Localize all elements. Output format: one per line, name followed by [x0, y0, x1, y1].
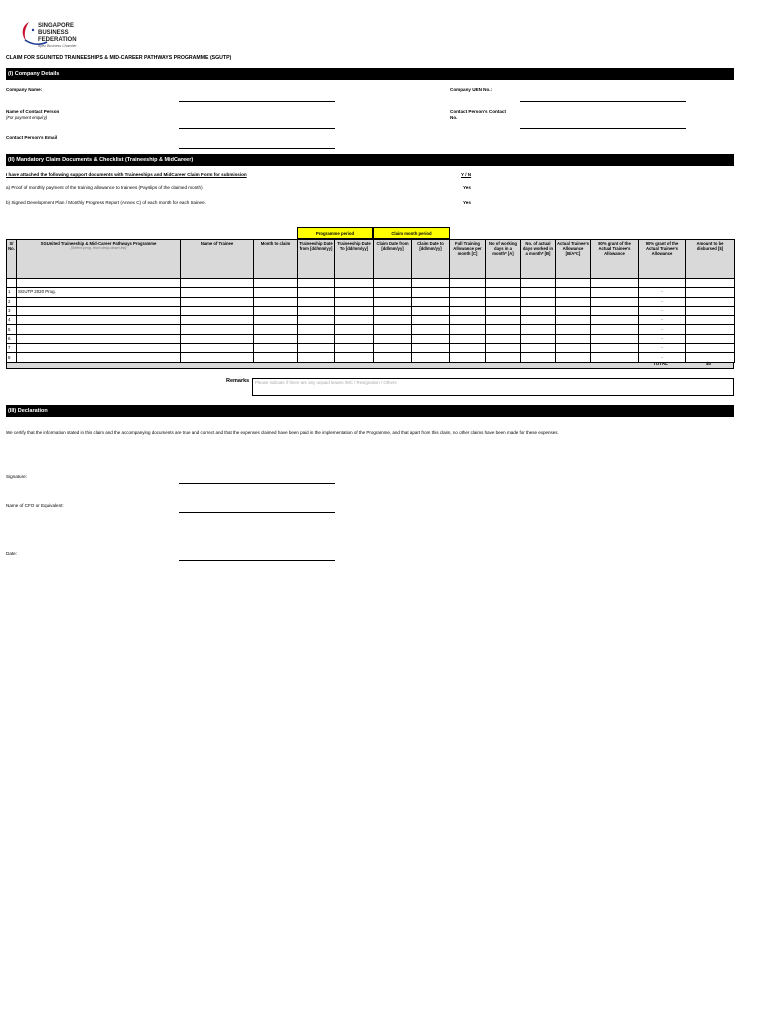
table-row [7, 325, 735, 334]
company-uen-label: Company UEN No.: [450, 87, 493, 92]
cell[interactable] [486, 325, 521, 334]
contact-person-field[interactable] [179, 128, 335, 129]
month-cell[interactable] [254, 325, 298, 334]
cell[interactable] [374, 344, 412, 353]
cell[interactable] [374, 325, 412, 334]
company-uen-field[interactable] [520, 101, 686, 102]
cell[interactable] [486, 344, 521, 353]
col-header-grant-90: 90% grant of the Actual Trainee's Allowance [639, 240, 686, 279]
trainee-name-cell[interactable] [181, 344, 254, 353]
cell[interactable] [521, 353, 556, 362]
programme-select[interactable] [17, 297, 181, 306]
date-field[interactable] [179, 560, 335, 561]
cell[interactable] [298, 316, 335, 325]
cell [686, 288, 735, 297]
remarks-field[interactable]: Please indicate if there are any unpaid leaves /MC / Resignation / Others [252, 378, 734, 396]
cell[interactable] [486, 334, 521, 343]
cell[interactable] [450, 334, 486, 343]
section-company-details-heading: (I) Company Details [6, 68, 734, 80]
col-header-actual-days: No. of actual days worked in a month* [B] [521, 240, 556, 279]
grant-90-value: - [639, 288, 686, 297]
cell [556, 334, 591, 343]
contact-person-label: Name of Contact Person [6, 109, 60, 114]
cell[interactable] [450, 316, 486, 325]
cell[interactable] [521, 344, 556, 353]
checklist-statement: I have attached the following support documents with Traineeships and MidCareer Claim Form for submission [6, 172, 247, 177]
section-checklist-heading: (II) Mandatory Claim Documents & Checklist (Traineeship & MidCareer) [6, 154, 734, 166]
cell [591, 297, 639, 306]
claim-month-period-header: Claim month period [373, 227, 450, 239]
month-cell[interactable] [254, 297, 298, 306]
row-number: 2 [7, 297, 17, 306]
cell[interactable] [450, 325, 486, 334]
table-row [7, 334, 735, 343]
checklist-answer-a[interactable]: Yes [463, 185, 471, 190]
cell[interactable] [521, 297, 556, 306]
cell[interactable] [298, 297, 335, 306]
col-header-claim-from: Claim Date from [dd/mm/yy] [374, 240, 412, 279]
contact-no-label-2: No. [450, 115, 458, 120]
cell [686, 316, 735, 325]
table-row [7, 353, 735, 362]
cell[interactable] [298, 344, 335, 353]
month-cell[interactable] [254, 288, 298, 297]
cell[interactable] [335, 306, 374, 315]
programme-dropdown-hint: [Select prog. from drop-down list] [70, 246, 127, 250]
cell[interactable] [486, 316, 521, 325]
table-row [7, 306, 735, 315]
signature-field[interactable] [179, 483, 335, 484]
cell[interactable] [412, 297, 450, 306]
cell[interactable] [335, 334, 374, 343]
cell[interactable] [412, 344, 450, 353]
col-header-full-allowance: Full Training Allowance per month [C] [450, 240, 486, 279]
trainee-name-cell[interactable] [181, 306, 254, 315]
contact-no-label-1: Contact Person's Contact [450, 109, 506, 114]
yn-header: Y / N [461, 172, 472, 177]
col-header-amount: Amount to be disbursed [$] [686, 240, 735, 279]
row-number: 8 [7, 353, 17, 362]
company-name-field[interactable] [179, 101, 335, 102]
programme-select[interactable]: SGUTP 2020 Prog. [17, 288, 181, 297]
cell[interactable] [298, 288, 335, 297]
grant-90-value: - [639, 306, 686, 315]
cell [556, 316, 591, 325]
cell[interactable] [374, 334, 412, 343]
row-number: 1 [7, 288, 17, 297]
cfo-name-field[interactable] [179, 512, 335, 513]
programme-select[interactable] [17, 306, 181, 315]
cell[interactable] [521, 316, 556, 325]
grant-90-value: - [639, 344, 686, 353]
programme-select[interactable] [17, 344, 181, 353]
cell [556, 344, 591, 353]
cell[interactable] [412, 316, 450, 325]
cell[interactable] [298, 306, 335, 315]
programme-select[interactable] [17, 334, 181, 343]
trainee-name-cell[interactable] [181, 353, 254, 362]
table-row [7, 288, 735, 297]
cell[interactable] [521, 288, 556, 297]
col-header-actual-allowance: Actual Trainee's Allowance [B/A*C] [556, 240, 591, 279]
programme-select[interactable] [17, 325, 181, 334]
col-header-programme [17, 240, 181, 279]
grant-90-value: - [639, 334, 686, 343]
row-number: 7 [7, 344, 17, 353]
cell[interactable] [486, 288, 521, 297]
cell[interactable] [450, 353, 486, 362]
cell [591, 306, 639, 315]
cell[interactable] [298, 325, 335, 334]
date-label: Date: [6, 551, 17, 556]
cell[interactable] [412, 288, 450, 297]
row-number: 4 [7, 316, 17, 325]
logo-text [38, 23, 77, 44]
cell[interactable] [521, 325, 556, 334]
month-cell[interactable] [254, 306, 298, 315]
cell[interactable] [335, 344, 374, 353]
cell[interactable] [486, 297, 521, 306]
col-header-month: Month to claim [254, 240, 298, 279]
contact-email-field[interactable] [179, 148, 335, 149]
cell[interactable] [486, 306, 521, 315]
cell [686, 344, 735, 353]
cfo-name-label: Name of CFO or Equivalent: [6, 503, 64, 508]
col-header-programme-label: SGUnited Traineeship & Mid-Career Pathways Programme [40, 241, 157, 246]
section-declaration-heading: (III) Declaration [6, 405, 734, 417]
grant-90-value: - [639, 297, 686, 306]
cell[interactable] [374, 316, 412, 325]
cell [591, 334, 639, 343]
col-header-traineeship-to: Traineeship Date To [dd/mm/yy] [335, 240, 374, 279]
cell[interactable] [486, 353, 521, 362]
cell [591, 325, 639, 334]
checklist-item-a: a) Proof of monthly payment of the training allowance to trainees (Payslips of the claimed month) [6, 185, 203, 190]
cell [591, 344, 639, 353]
cell[interactable] [521, 334, 556, 343]
cell[interactable] [450, 344, 486, 353]
grant-90-value: - [639, 316, 686, 325]
col-header-traineeship-from: Traineeship Date from [dd/mm/yy] [298, 240, 335, 279]
cell[interactable] [335, 288, 374, 297]
row-number: 5 [7, 325, 17, 334]
trainee-name-cell[interactable] [181, 325, 254, 334]
programme-select[interactable] [17, 316, 181, 325]
cell [686, 325, 735, 334]
total-label: TOTAL [653, 361, 668, 366]
cell [686, 297, 735, 306]
cell [591, 353, 639, 362]
signature-label: Signature: [6, 474, 27, 479]
cell[interactable] [374, 297, 412, 306]
declaration-text: We certify that the information stated in this claim and the accompanying documents are true and correct and that the expenses claimed have been paid in the implementation of the Programme, and that apart from this claim, no other claims have been made for these expenses. [6, 430, 559, 435]
checklist-item-b: b) Signed Development Plan / Monthly Progress Report (Annex C) of each month for each trainee. [6, 200, 206, 205]
claims-table [6, 239, 735, 363]
grant-90-value: - [639, 325, 686, 334]
table-row [7, 316, 735, 325]
logo-line3: FEDERATION [38, 37, 77, 43]
col-header-sno: S/ No. [7, 240, 17, 279]
month-cell[interactable] [254, 353, 298, 362]
row-number: 6 [7, 334, 17, 343]
remarks-label: Remarks [226, 378, 250, 384]
table-header-row [7, 240, 735, 279]
cell [686, 334, 735, 343]
cell[interactable] [335, 353, 374, 362]
col-header-trainee-name: Name of Trainee [181, 240, 254, 279]
cell [556, 306, 591, 315]
cell[interactable] [335, 325, 374, 334]
col-header-grant-80: 80% grant of the Actual Trainee's Allowance [591, 240, 639, 279]
table-row [7, 344, 735, 353]
logo-line1: SINGAPORE [38, 23, 75, 29]
trainee-name-cell[interactable] [181, 316, 254, 325]
checklist-answer-b[interactable]: Yes [463, 200, 471, 205]
cell[interactable] [335, 316, 374, 325]
col-header-claim-to: Claim Date to [dd/mm/yy] [412, 240, 450, 279]
cell [591, 288, 639, 297]
cell[interactable] [412, 325, 450, 334]
total-value: $0 [706, 361, 712, 366]
cell[interactable] [412, 334, 450, 343]
cell[interactable] [412, 306, 450, 315]
logo-line2: BUSINESS [38, 30, 69, 36]
cell [686, 306, 735, 315]
table-row [7, 297, 735, 306]
cell[interactable] [521, 306, 556, 315]
cell [556, 288, 591, 297]
cell [556, 325, 591, 334]
trainee-name-cell[interactable] [181, 297, 254, 306]
row-number: 3 [7, 306, 17, 315]
contact-email-label: Contact Person's Email [6, 135, 58, 140]
cell[interactable] [374, 353, 412, 362]
cell[interactable] [450, 297, 486, 306]
cell[interactable] [450, 306, 486, 315]
cell[interactable] [298, 353, 335, 362]
form-title: CLAIM FOR SGUNITED TRAINEESHIPS & MID-CAREER PATHWAYS PROGRAMME (SGUTP) [6, 55, 232, 61]
month-cell[interactable] [254, 334, 298, 343]
month-cell[interactable] [254, 344, 298, 353]
cell[interactable] [412, 353, 450, 362]
programme-period-header: Programme period [297, 227, 373, 239]
cell [556, 353, 591, 362]
cell [591, 316, 639, 325]
contact-person-note: (For payment enquiry) [6, 115, 48, 120]
trainee-name-cell[interactable] [181, 288, 254, 297]
cell[interactable] [450, 288, 486, 297]
table-spacer-row [7, 279, 735, 288]
contact-no-field[interactable] [520, 128, 686, 129]
month-cell[interactable] [254, 316, 298, 325]
col-header-working-days: No of working days in a month* [A] [486, 240, 521, 279]
table-footer-band [6, 362, 734, 369]
cell[interactable] [298, 334, 335, 343]
cell[interactable] [374, 306, 412, 315]
trainee-name-cell[interactable] [181, 334, 254, 343]
company-name-label: Company Name: [6, 87, 43, 92]
programme-select[interactable] [17, 353, 181, 362]
cell [556, 297, 591, 306]
cell[interactable] [335, 297, 374, 306]
grant-90-value: - [639, 353, 686, 362]
logo-tagline: Apex Business Chamber [38, 44, 77, 48]
cell[interactable] [374, 288, 412, 297]
